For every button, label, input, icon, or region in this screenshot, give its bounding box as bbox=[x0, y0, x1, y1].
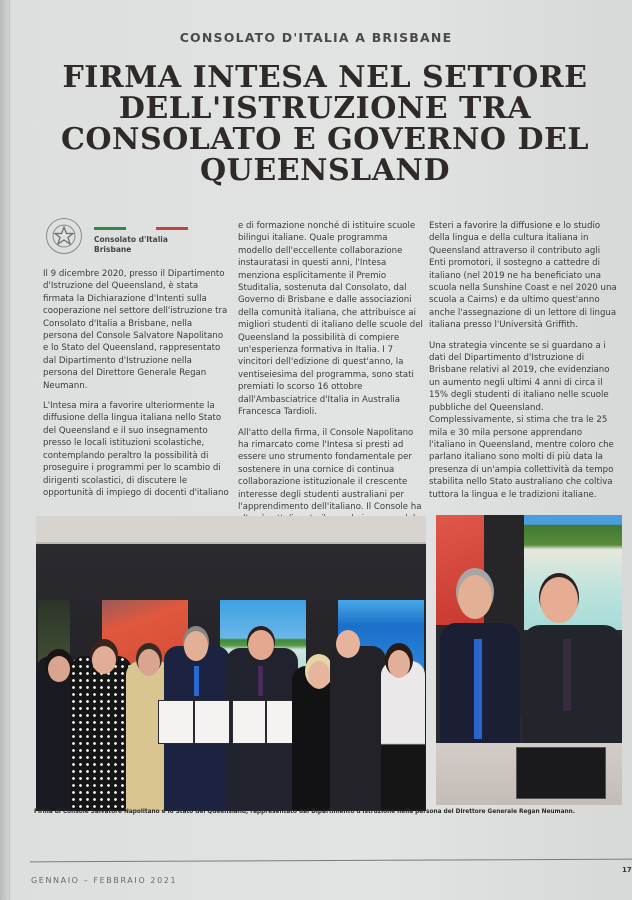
person-head bbox=[248, 630, 274, 660]
person-head bbox=[308, 661, 330, 689]
headline-line: CONSOLATO E GOVERNO DEL bbox=[61, 122, 589, 157]
paragraph: L'Intesa mira a favorire ulteriormente la diffusione della lingua italiana nello Stato del Queensland e il suo insegnamento presso le locali istituzioni scolastiche, contemplando peraltro la possibilità di proseguire i programmi per lo scambio di dirigenti scolastici, di discutere le opportunità di impiego di docenti d'italiano bbox=[43, 401, 229, 498]
side-photo bbox=[436, 515, 622, 805]
person-head bbox=[138, 649, 160, 676]
logo-line-2: Brisbane bbox=[94, 245, 132, 254]
person-head bbox=[540, 577, 578, 623]
photo-ceiling bbox=[36, 516, 426, 544]
tie bbox=[194, 666, 199, 696]
logo-text bbox=[94, 235, 168, 255]
person bbox=[381, 661, 425, 811]
group-photo bbox=[36, 516, 426, 811]
headline-line: DELL'ISTRUZIONE TRA bbox=[118, 91, 532, 126]
article-column-3 bbox=[429, 220, 619, 509]
person-head bbox=[336, 630, 360, 658]
signed-document bbox=[158, 700, 194, 744]
paragraph: Il 9 dicembre 2020, presso il Dipartimento d'Istruzione del Queensland, è stata firmata la Dichiarazione d'Intenti sulla cooperazione nel settore dell'istruzione tra Consolato d'Italia a Brisbane, nella persona del Console Salvatore Napolitano e lo Stato del Queensland, rappresentato dal Dipartimento d'Istruzione nella persona del Direttore Generale Regan Neumann. bbox=[43, 269, 228, 391]
signed-document bbox=[194, 700, 230, 744]
footer-divider bbox=[30, 859, 632, 863]
signed-document bbox=[232, 700, 266, 744]
article-headline bbox=[40, 62, 610, 186]
headline-line: QUEENSLAND bbox=[200, 153, 450, 188]
flag-stripe-red bbox=[156, 227, 188, 230]
paragraph: Esteri a favorire la diffusione e lo studio della lingua e della cultura italiana in Queensland attraverso il contributo agli Enti promotori, il sostegno a cattedre di italiano (nel 2019 ne ha beneficiato una scuola nella Sunshine Coast e nel 2020 una scuola a Cairns) e da ultimo quest'anno anche l'assegnazione di un lettore di lingua italiana presso l'Università Griffith. bbox=[429, 221, 617, 331]
section-kicker: CONSOLATO D'ITALIA A BRISBANE bbox=[179, 30, 453, 45]
flag-stripe-green bbox=[94, 227, 126, 230]
person-head bbox=[184, 631, 208, 661]
page-gutter-edge bbox=[0, 0, 10, 900]
folder bbox=[516, 747, 606, 799]
issue-date: GENNAIO – FEBBRAIO 2021 bbox=[31, 876, 178, 885]
headline-line: FIRMA INTESA NEL SETTORE bbox=[62, 60, 588, 95]
paragraph: Una strategia vincente se si guardano a i dati del Dipartimento d'Istruzione di Brisbane relativi al 2019, che evidenziano un aumento negli ultimi 4 anni di circa il 15% degli studenti di italiano nelle scuole pubbliche del Queensland. Complessivamente, si stima che tra le 25 mila e 30 mila persone apprendano l'italiano in Queensland, mentre coloro che parlano italiano sono molti di più data la presenza di un'ampia collettività da tempo stabilita nello Stato australiano che coltiva tuttora la lingua e le tradizioni italiane. bbox=[429, 340, 614, 500]
tie bbox=[258, 666, 263, 696]
paragraph: e di formazione nonché di istituire scuole bilingui italiane. Quale programma modello dell'eccellente collaborazione instauratasi in questi anni, l'Intesa menziona esplicitamente il Premio Studitalia, sostenuta dal Consolato, dal Governo di Brisbane e dalle associazioni della comunità italiana, che attribuisce ai migliori studenti di italiano delle scuole del Queensland la possibilità di compiere un'esperienza formativa in Italia. I 7 vincitori dell'edizione di quest'anno, la ventiseiesima del programma, sono stati premiati lo scorso 16 ottobre dall'Ambasciatrice d'Italia in Australia Francesca Tardioli. bbox=[238, 221, 423, 418]
photo-caption: Firma di Console Salvatore Napolitano e lo Stato del Queensland, rappresentato dal Dipartimento d'Istruzione nella persona del Direttore Generale Regan Neumann. bbox=[34, 809, 575, 815]
person-head bbox=[48, 656, 70, 682]
person bbox=[330, 646, 386, 811]
tie bbox=[563, 639, 571, 711]
person-head bbox=[388, 650, 410, 678]
page-number: 17 bbox=[622, 866, 632, 874]
italian-republic-emblem-icon bbox=[46, 218, 82, 254]
person bbox=[522, 625, 622, 743]
person bbox=[70, 656, 132, 811]
person-head bbox=[92, 646, 116, 674]
consulate-logo bbox=[46, 218, 196, 258]
person-head bbox=[458, 575, 492, 619]
article-column-2 bbox=[238, 220, 424, 546]
logo-line-1: Consolato d'Italia bbox=[94, 235, 168, 244]
article-column-1 bbox=[43, 268, 229, 507]
tie bbox=[474, 639, 482, 739]
paragraph: All'atto della firma, il Console Napolitano ha rimarcato come l'Intesa si presti ad essere uno strumento fondamentale per sostenere in una cornice di continua collaborazione istituzionale il crescente interesse degli studenti australiani per l'apprendimento dell'italiano. Il Console ha bbox=[238, 427, 422, 512]
